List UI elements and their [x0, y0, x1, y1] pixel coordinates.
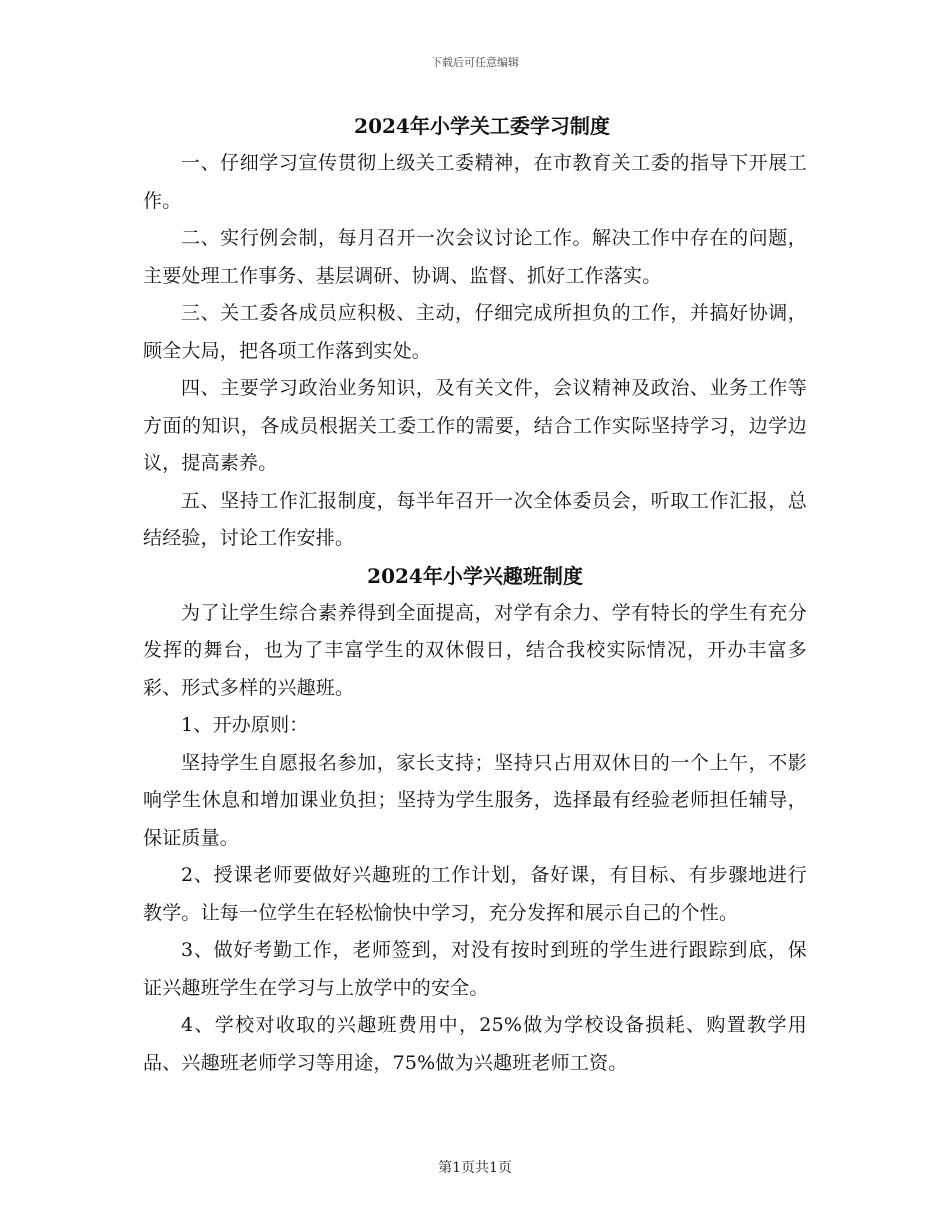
paragraph: 1、开办原则： [181, 714, 309, 736]
section-title-study-system: 2024年小学关工委学习制度 [354, 114, 610, 138]
section-title-interest-class: 2024年小学兴趣班制度 [367, 563, 583, 588]
paragraph: 三、关工委各成员应积极、主动，仔细完成所担负的工作，并搞好协调，顾全大局，把各项工作落到实处。 [143, 302, 807, 362]
page-header: 下载后可任意编辑 [431, 56, 519, 69]
paragraph: 一、仔细学习宣传贯彻上级关工委精神，在市教育关工委的指导下开展工作。 [143, 152, 807, 212]
paragraph: 五、坚持工作汇报制度，每半年召开一次全体委员会，听取工作汇报，总结经验，讨论工作安排。 [143, 489, 807, 549]
document-body [143, 108, 807, 1082]
paragraph: 3、做好考勤工作，老师签到，对没有按时到班的学生进行跟踪到底，保证兴趣班学生在学习与上放学中的安全。 [143, 939, 807, 999]
paragraph: 坚持学生自愿报名参加，家长支持；坚持只占用双休日的一个上午，不影响学生休息和增加课业负担；坚持为学生服务，选择最有经验老师担任辅导，保证质量。 [143, 751, 807, 849]
paragraph: 为了让学生综合素养得到全面提高，对学有余力、学有特长的学生有充分发挥的舞台，也为了丰富学生的双休假日，结合我校实际情况，开办丰富多彩、形式多样的兴趣班。 [143, 601, 807, 699]
paragraph: 4、学校对收取的兴趣班费用中，25%做为学校设备损耗、购置教学用品、兴趣班老师学习等用途，75%做为兴趣班老师工资。 [143, 1014, 807, 1074]
paragraph: 四、主要学习政治业务知识，及有关文件，会议精神及政治、业务工作等方面的知识，各成员根据关工委工作的需要，结合工作实际坚持学习，边学边议，提高素养。 [143, 377, 807, 474]
page-footer: 第1页共1页 [438, 1160, 512, 1176]
paragraph: 二、实行例会制，每月召开一次会议讨论工作。解决工作中存在的问题，主要处理工作事务、基层调研、协调、监督、抓好工作落实。 [143, 227, 807, 287]
paragraph: 2、授课老师要做好兴趣班的工作计划，备好课，有目标、有步骤地进行教学。让每一位学生在轻松愉快中学习，充分发挥和展示自己的个性。 [143, 864, 807, 924]
